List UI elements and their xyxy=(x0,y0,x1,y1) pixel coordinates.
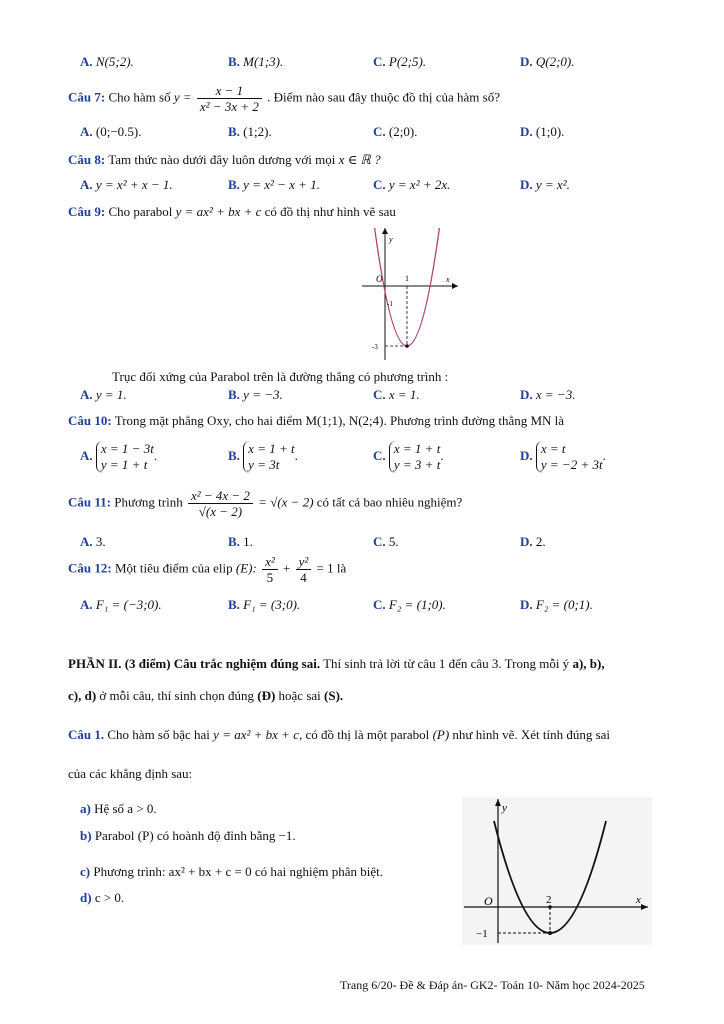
p2q1-graph-x-label: x xyxy=(636,894,641,906)
p2q1-graph-origin: O xyxy=(484,894,493,908)
q12-option-b: B. F₁ = (3;0). xyxy=(228,597,301,612)
q10-stem: Câu 10: Trong mặt phẳng Oxy, cho hai điểm M(1;1), N(2;4). Phương trình đường thẳng MN là xyxy=(68,413,565,428)
q6-option-b: B. M(1;3). xyxy=(228,54,284,69)
q11-stem: Câu 11: Phương trình $\frac{\text{x² − 4x − 2}}{√(x - 2)}$ = √(x − 2) có tất cả bao nhiêu nghiệm? xyxy=(68,488,463,519)
q9-stem: Câu 9: Cho parabol y = ax² + bx + c có đồ thị như hình vẽ sau xyxy=(68,204,396,219)
p2q1-stem-line1: Câu 1. Cho hàm số bậc hai y = ax² + bx + c, có đồ thị là một parabol (P) như hình vẽ. Xét tính đúng sai xyxy=(68,727,611,742)
q10-option-a: A. x = 1 − 3t y = 1 + t . xyxy=(80,441,158,472)
q9-graph-origin: O xyxy=(376,274,383,284)
q9-graph-tick-y3: -3 xyxy=(372,343,378,351)
q11-option-d: D. 2. xyxy=(520,534,546,549)
q8-option-a: A. y = x² + x − 1. xyxy=(80,177,173,192)
q8-option-b: B. y = x² − x + 1. xyxy=(228,177,320,192)
q9-graph-tick-y1: -1 xyxy=(387,300,393,308)
q8-option-c: C. y = x² + 2x. xyxy=(373,177,451,192)
p2q1-statement-d: d) c > 0. xyxy=(80,890,125,905)
part2-heading-line1: PHẦN II. (3 điểm) Câu trắc nghiệm đúng sai. Thí sinh trả lời từ câu 1 đến câu 3. Trong mỗi ý a), b), xyxy=(68,656,605,671)
p2q1-graph-tick-x: 2 xyxy=(546,894,552,906)
q12-option-d: D. F₂ = (0;1). xyxy=(520,597,593,612)
p2q1-graph-tick-y: −1 xyxy=(476,928,488,940)
part2-heading-line2: c), d) ở mỗi câu, thí sinh chọn đúng (Đ) hoặc sai (S). xyxy=(68,688,344,703)
q7-option-b: B. (1;2). xyxy=(228,124,272,139)
q7-option-d: D. (1;0). xyxy=(520,124,565,139)
q6-option-a: A. N(5;2). xyxy=(80,54,134,69)
p2q1-statement-a: a) Hệ số a > 0. xyxy=(80,801,157,816)
p2q1-statement-c: c) Phương trình: ax² + bx + c = 0 có hai nghiệm phân biệt. xyxy=(80,864,384,879)
q9-graph-y-label: y xyxy=(389,235,393,244)
q12-option-c: C. F₂ = (1;0). xyxy=(373,597,446,612)
q11-option-c: C. 5. xyxy=(373,534,399,549)
q9-graph-tick-x: 1 xyxy=(405,274,409,283)
q9-option-d: D. x = −3. xyxy=(520,387,576,402)
q10-option-d: D. x = t y = −2 + 3t . xyxy=(520,441,606,472)
p2q1-stem-line2: của các khẳng định sau: xyxy=(68,766,193,781)
q11-option-b: B. 1. xyxy=(228,534,253,549)
q10-option-b: B. x = 1 + t y = 3t . xyxy=(228,441,298,472)
q8-stem: Câu 8: Tam thức nào dưới đây luôn dương với mọi x ∈ ℝ ? xyxy=(68,152,381,167)
q9-graph-x-label: x xyxy=(446,275,450,284)
q7-option-a: A. (0;−0.5). xyxy=(80,124,142,139)
page-footer: Trang 6/20- Đề & Đáp án- GK2- Toán 10- Năm học 2024-2025 xyxy=(340,978,645,992)
q12-option-a: A. F₁ = (−3;0). xyxy=(80,597,162,612)
q9-substem: Trục đối xứng của Parabol trên là đường thẳng có phương trình : xyxy=(112,369,449,384)
q10-option-c: C. x = 1 + t y = 3 + t . xyxy=(373,441,444,472)
p2q1-graph-y-label: y xyxy=(502,802,507,814)
q9-option-c: C. x = 1. xyxy=(373,387,420,402)
q6-option-c: C. P(2;5). xyxy=(373,54,427,69)
q6-option-d: D. Q(2;0). xyxy=(520,54,575,69)
q9-parabola-graph xyxy=(360,226,460,362)
p2q1-parabola-graph xyxy=(462,797,652,945)
q8-option-d: D. y = x². xyxy=(520,177,570,192)
p2q1-statement-b: b) Parabol (P) có hoành độ đỉnh bằng −1. xyxy=(80,828,296,843)
q12-stem: Câu 12: Một tiêu điểm của elip (E): $\frac{\text{x²}}{5}$ + $\frac{\text{y²}}{4}$ = 1 là xyxy=(68,554,347,585)
q9-option-b: B. y = −3. xyxy=(228,387,283,402)
q7-stem: Câu 7: Cho hàm số y = $\frac{x - 1}{\text{x² − 3x + 2}}$ . Điểm nào sau đây thuộc đồ thị của hàm số? xyxy=(68,83,500,114)
q9-option-a: A. y = 1. xyxy=(80,387,127,402)
q11-option-a: A. 3. xyxy=(80,534,106,549)
q7-option-c: C. (2;0). xyxy=(373,124,418,139)
